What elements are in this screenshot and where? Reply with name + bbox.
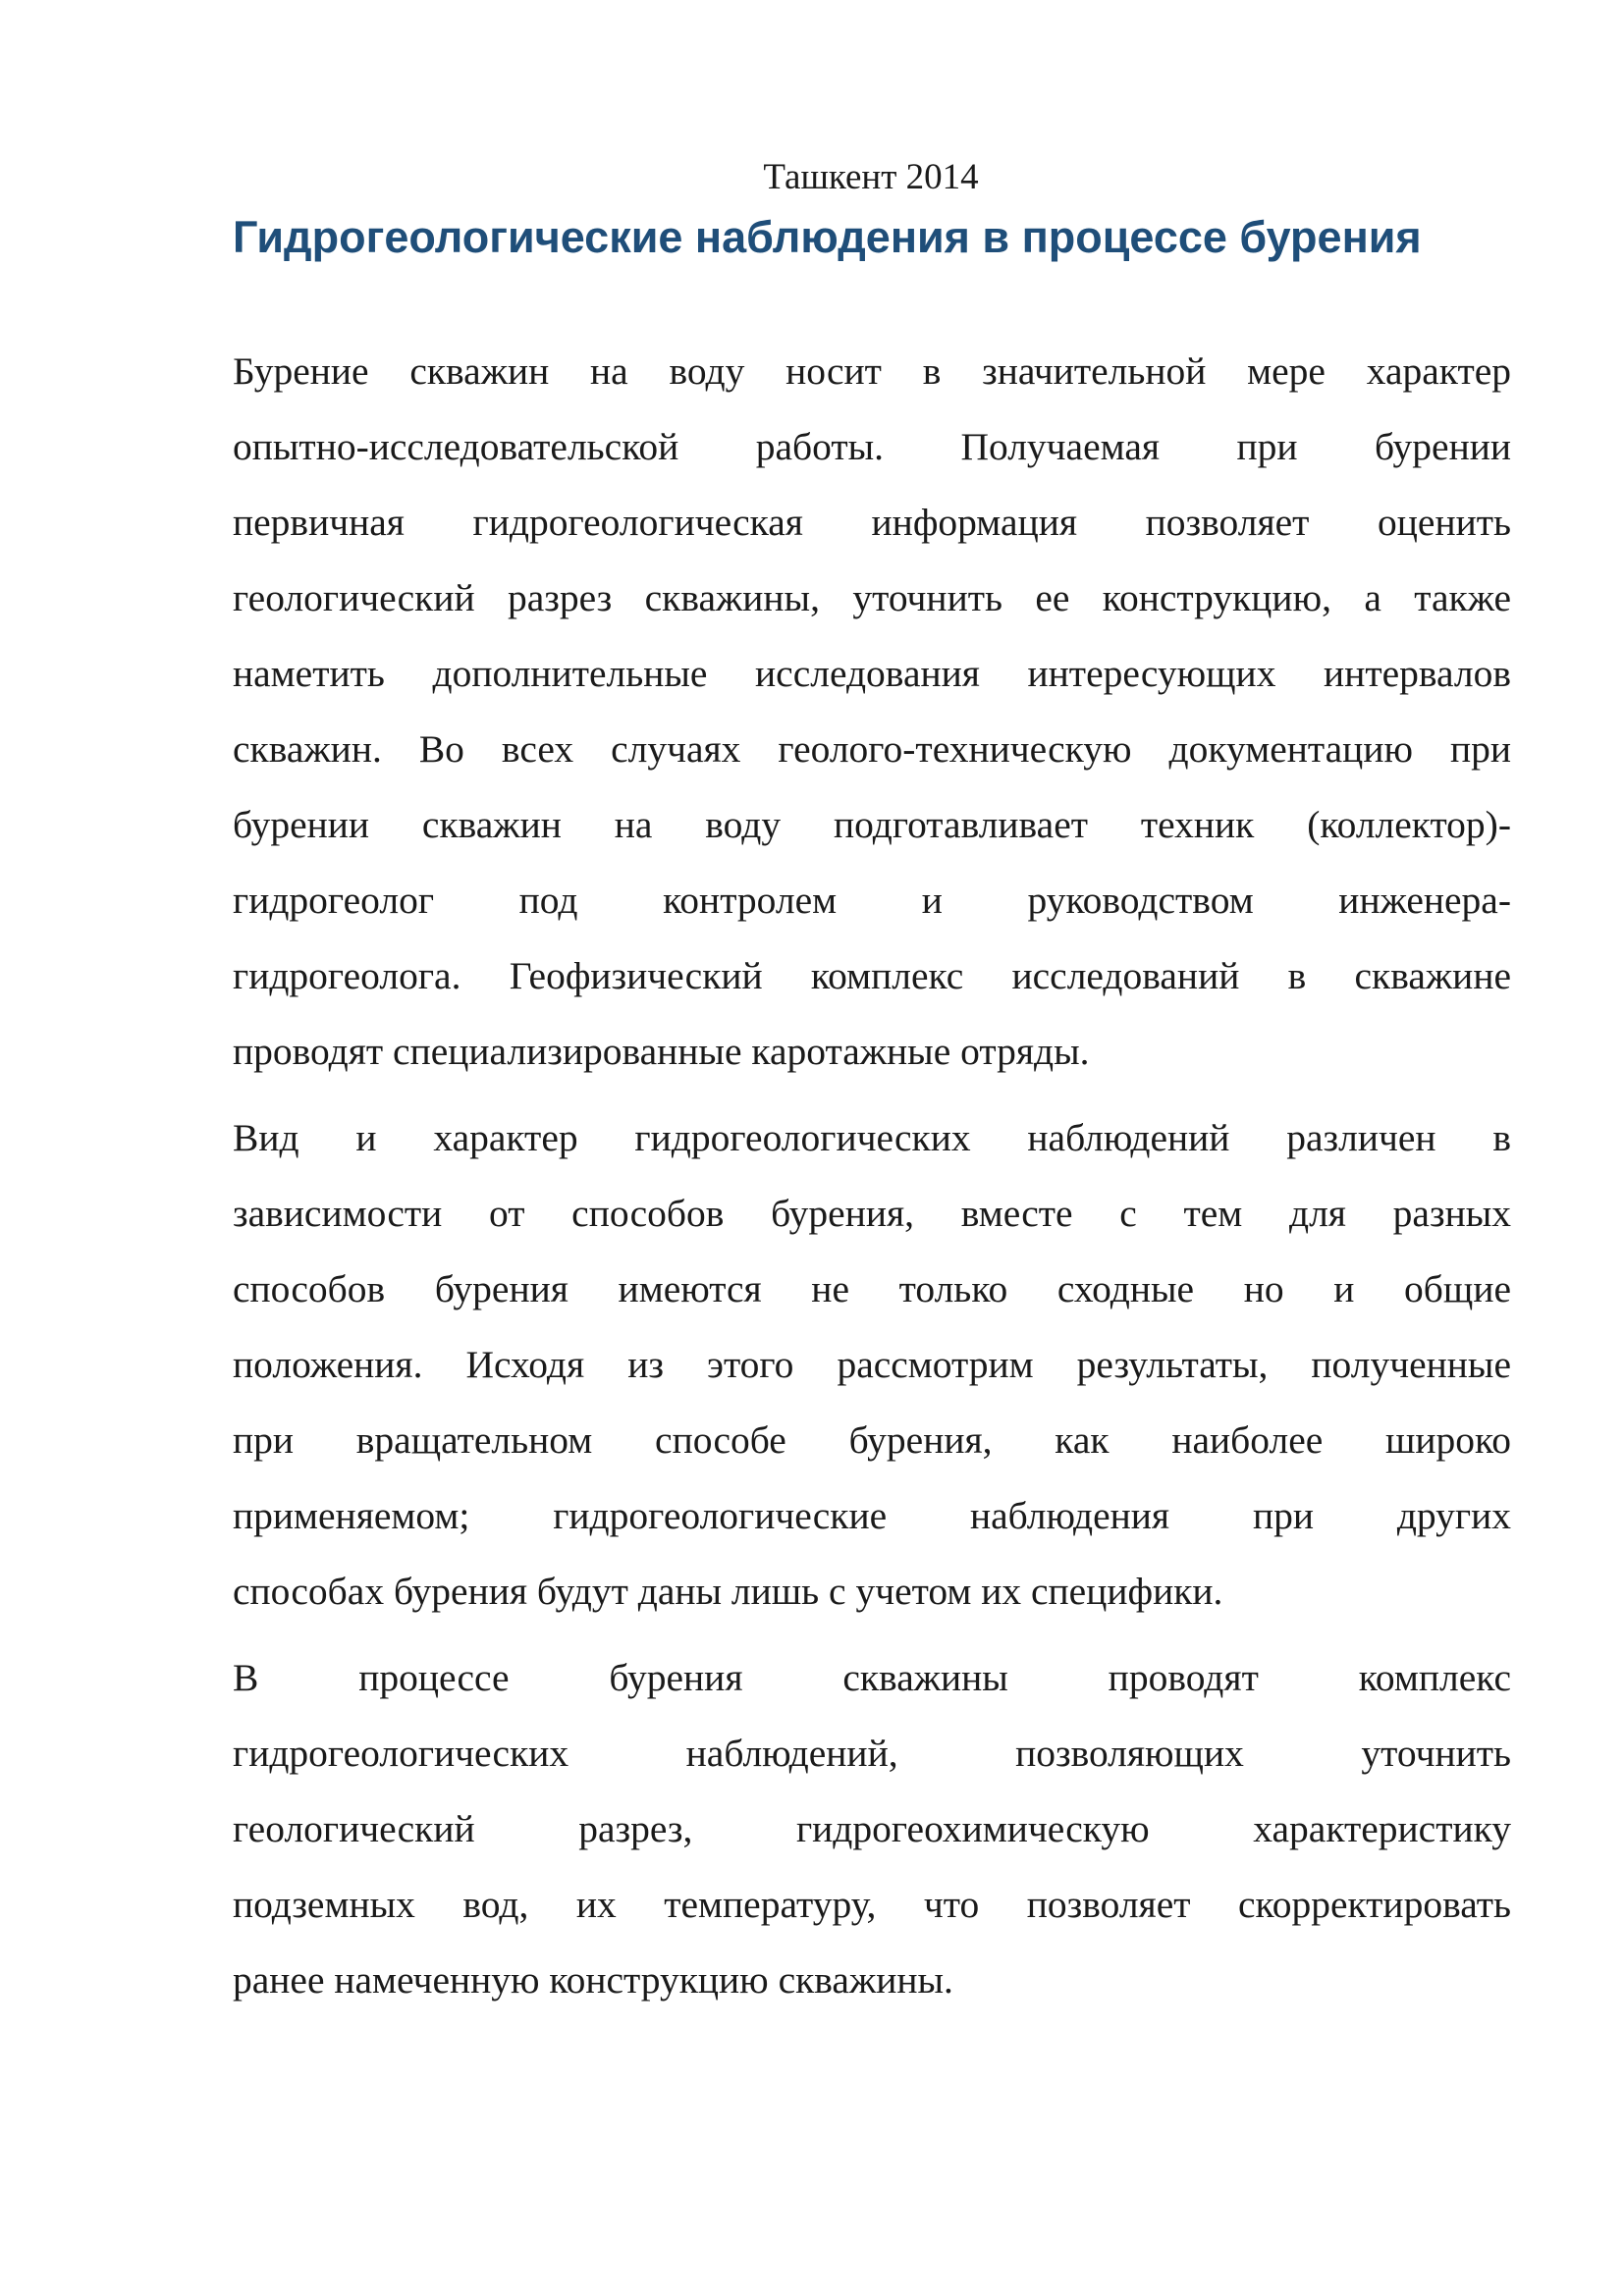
text-line: В процессе бурения скважины проводят комплекс (233, 1656, 1511, 1699)
text-line: положения. Исходя из этого рассмотрим результаты, полученные (233, 1343, 1511, 1386)
text-line: гидрогеологических наблюдений, позволяющих уточнить (233, 1732, 1511, 1775)
text-line: способов бурения имеются не только сходные но и общие (233, 1267, 1511, 1310)
paragraph-1 (233, 334, 1511, 1090)
text-line: опытно-исследовательской работы. Получаемая при бурении (233, 425, 1511, 468)
paragraph-2 (233, 1100, 1511, 1629)
city-year-header: Ташкент 2014 (763, 157, 979, 197)
text-line: скважин. Во всех случаях геолого-техническую документацию при (233, 727, 1511, 771)
text-line: наметить дополнительные исследования интересующих интервалов (233, 652, 1511, 695)
text-line: бурении скважин на воду подготавливает техник (коллектор)- (233, 803, 1511, 846)
document-body (233, 334, 1511, 2029)
page-title: Гидрогеологические наблюдения в процессе бурения (233, 212, 1422, 262)
text-line: Вид и характер гидрогеологических наблюдений различен в (233, 1116, 1511, 1159)
text-line: гидрогеолог под контролем и руководством инженера- (233, 879, 1511, 922)
text-line: проводят специализированные каротажные отряды. (233, 1030, 1090, 1073)
text-line: первичная гидрогеологическая информация позволяет оценить (233, 501, 1511, 544)
text-line: Бурение скважин на воду носит в значительной мере характер (233, 349, 1511, 393)
text-line: зависимости от способов бурения, вместе с тем для разных (233, 1192, 1511, 1235)
text-line: применяемом; гидрогеологические наблюдения при других (233, 1494, 1511, 1537)
text-line: геологический разрез, гидрогеохимическую характеристику (233, 1807, 1511, 1850)
paragraph-3 (233, 1640, 1511, 2018)
text-line: ранее намеченную конструкцию скважины. (233, 1958, 953, 2002)
text-line: способах бурения будут даны лишь с учетом их специфики. (233, 1570, 1223, 1613)
text-line: геологический разрез скважины, уточнить ее конструкцию, а также (233, 576, 1511, 619)
text-line: при вращательном способе бурения, как наиболее широко (233, 1418, 1511, 1462)
text-line: гидрогеолога. Геофизический комплекс исследований в скважине (233, 954, 1511, 997)
text-line: подземных вод, их температуру, что позволяет скорректировать (233, 1883, 1511, 1926)
